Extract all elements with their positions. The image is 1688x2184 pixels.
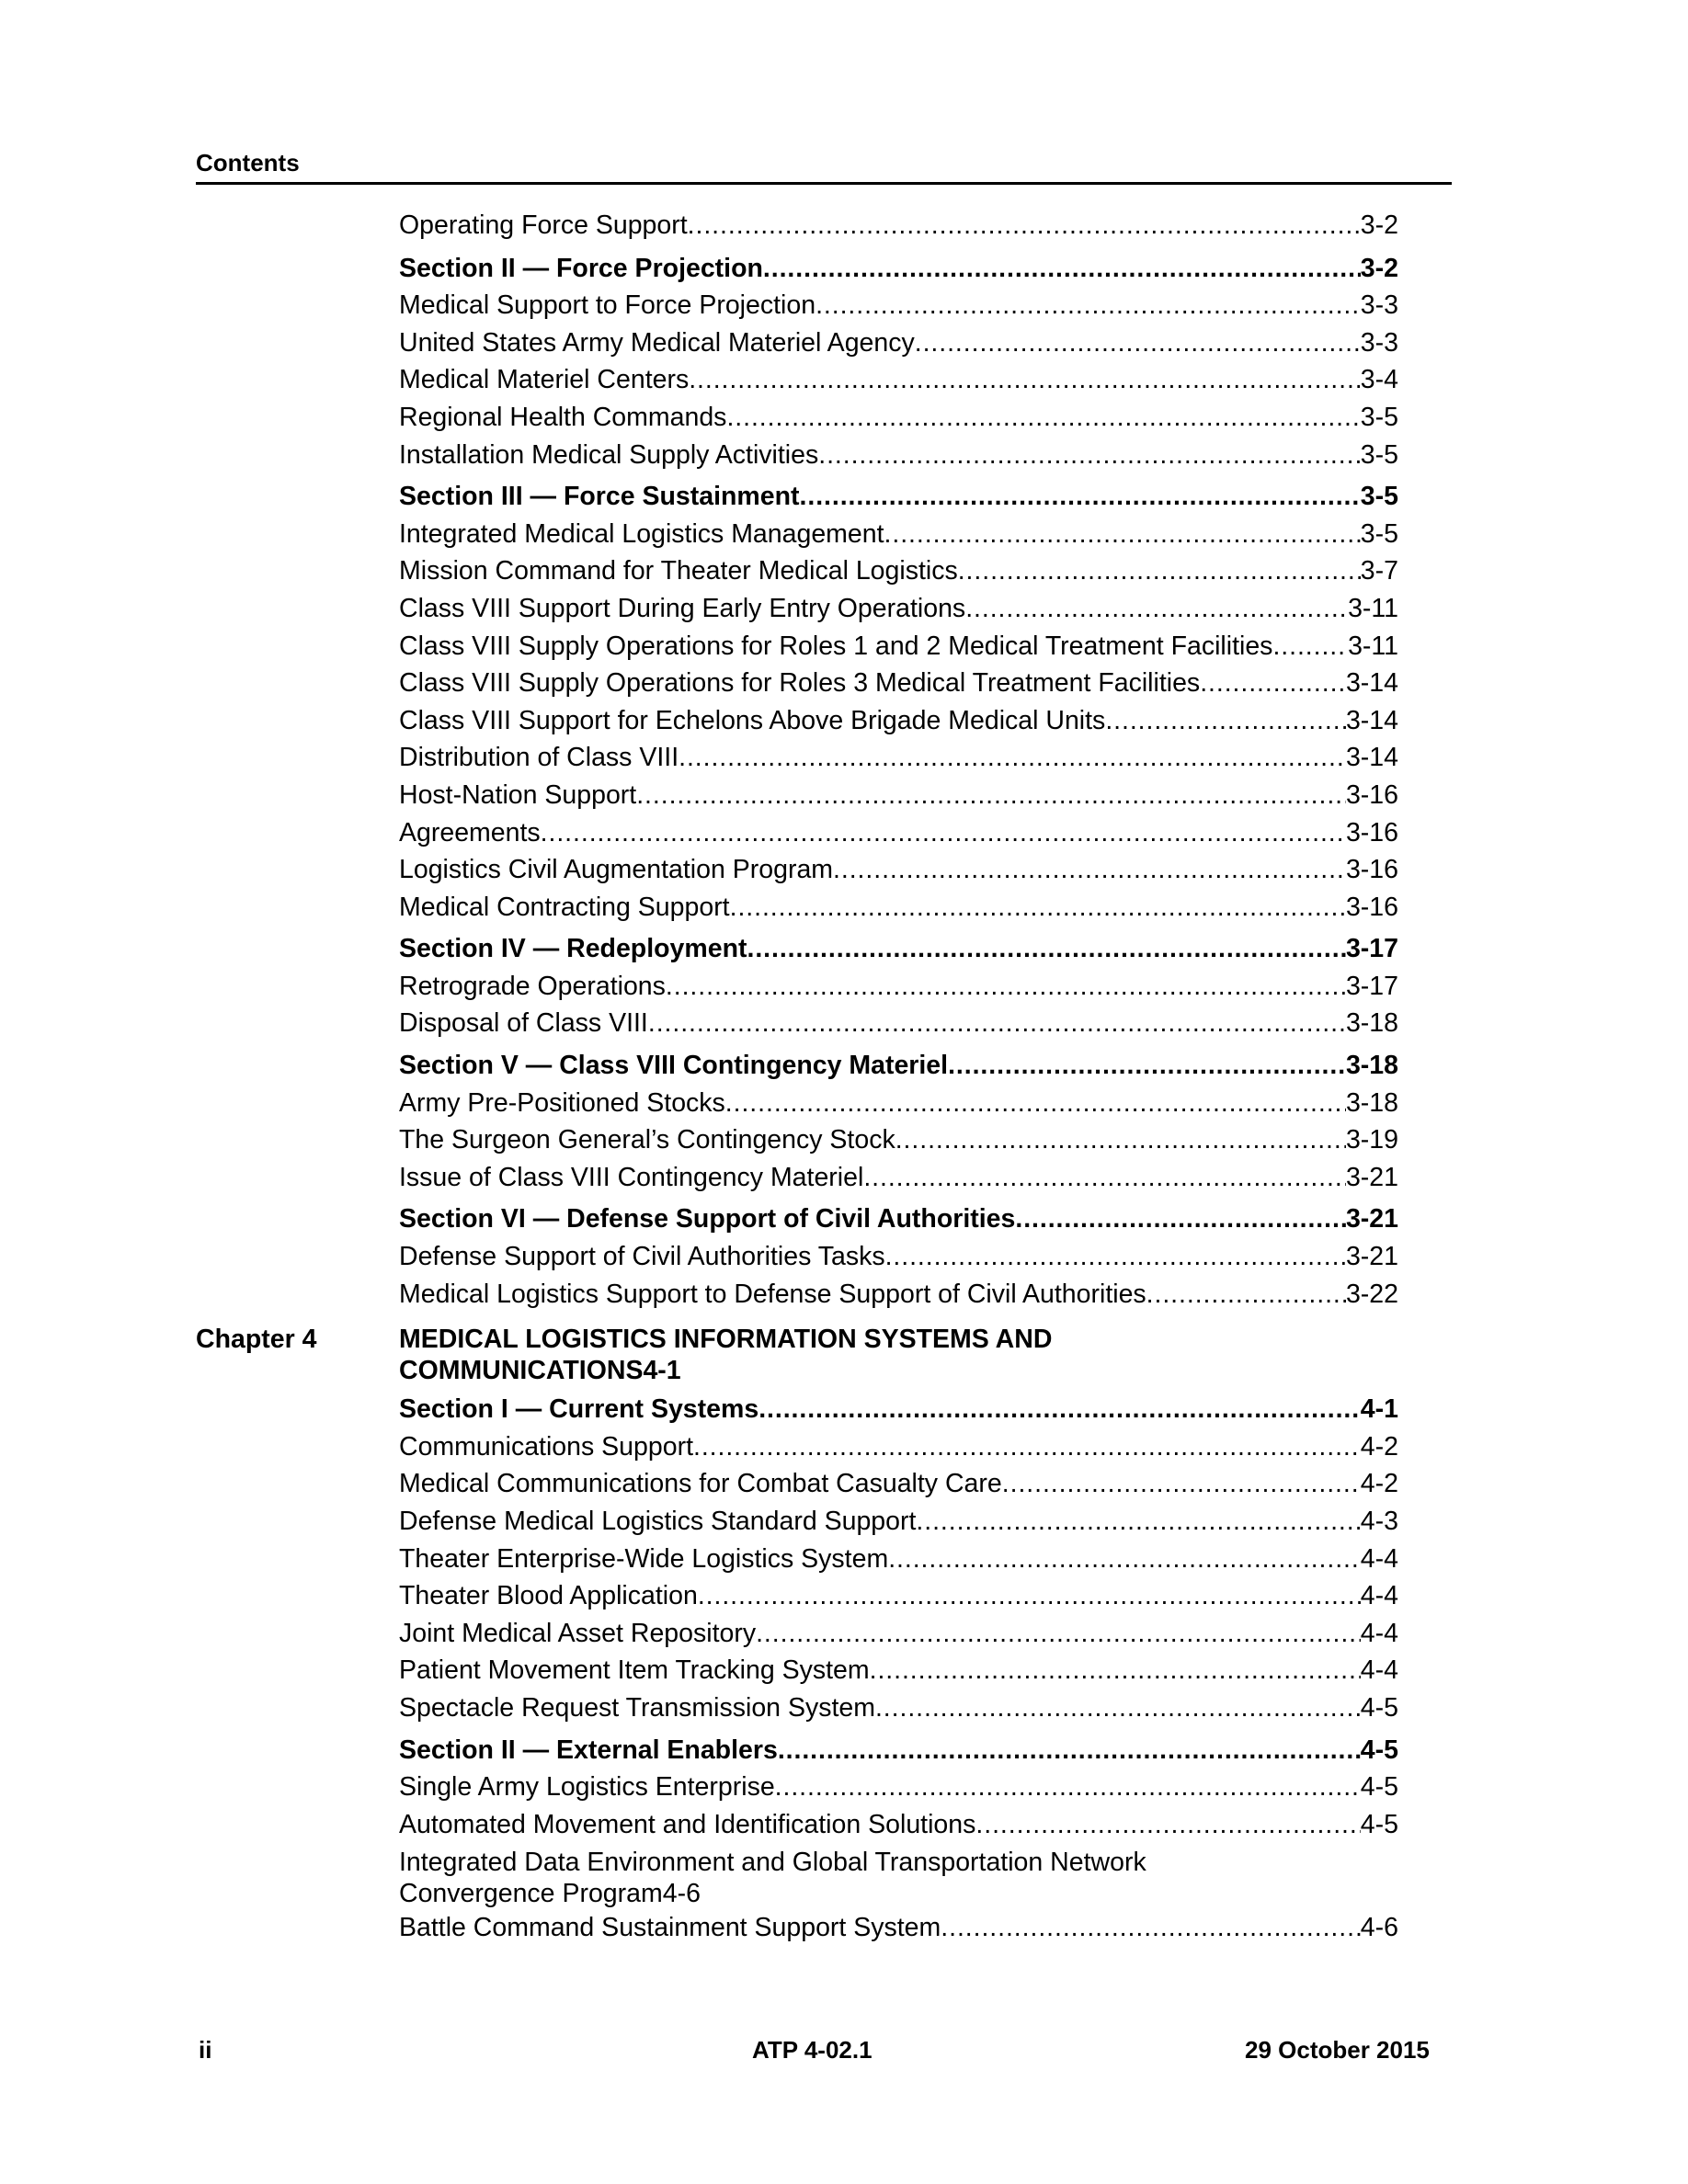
toc-entry-label: Communications Support: [399, 1431, 693, 1462]
dot-leader: [885, 1238, 1346, 1275]
toc-entry-page: 4-1: [643, 1356, 681, 1386]
toc-entry-page: 3-7: [1360, 556, 1398, 586]
footer-publication: ATP 4-02.1: [752, 2036, 873, 2064]
toc-entry-label: Section II — External Enablers: [399, 1735, 778, 1765]
dot-leader: [884, 516, 1361, 552]
dot-leader: [648, 1005, 1346, 1041]
dot-leader: [1272, 628, 1348, 665]
dot-leader: [800, 478, 1361, 515]
toc-entry[interactable]: [399, 1159, 1398, 1197]
toc-entry[interactable]: [399, 968, 1398, 1006]
toc-entry[interactable]: [399, 1615, 1398, 1653]
chapter-label: Chapter 4: [196, 1325, 317, 1355]
toc-entry[interactable]: [399, 590, 1398, 628]
toc-entry-label: Single Army Logistics Enterprise: [399, 1772, 775, 1803]
toc-entry-multiline[interactable]: [399, 1847, 1398, 1909]
toc-entry-page: 3-5: [1360, 482, 1398, 512]
toc-entry-page: 3-5: [1360, 439, 1398, 470]
toc-entry-page: 3-16: [1345, 855, 1398, 885]
dot-leader: [726, 399, 1360, 436]
toc-entry-label: COMMUNICATIONS: [399, 1356, 644, 1386]
dot-leader: [763, 250, 1361, 287]
toc-entry-page: 4-5: [1360, 1692, 1398, 1723]
toc-entry-page: 4-4: [1360, 1618, 1398, 1648]
toc-entry[interactable]: [399, 207, 1398, 245]
toc-chapter-entry[interactable]: [196, 1324, 1398, 1386]
toc-entry-label: Joint Medical Asset Repository: [399, 1618, 757, 1648]
toc-section-entry[interactable]: [399, 1391, 1398, 1428]
toc-entry-title-line: Integrated Data Environment and Global Transportation Network: [399, 1848, 1146, 1878]
toc-entry-page: 4-5: [1360, 1772, 1398, 1803]
toc-entry[interactable]: [399, 777, 1398, 814]
dot-leader: [636, 777, 1346, 813]
toc-entry-page: 3-22: [1345, 1279, 1398, 1309]
toc-entry-page: 3-17: [1345, 971, 1398, 1001]
toc-entry[interactable]: [399, 702, 1398, 740]
toc-entry-label: Operating Force Support: [399, 210, 688, 240]
toc-entry[interactable]: [399, 739, 1398, 777]
dot-leader: [778, 1732, 1361, 1769]
toc-entry[interactable]: [399, 1276, 1398, 1314]
toc-section-entry[interactable]: [399, 930, 1398, 968]
toc-entry-page: 3-3: [1360, 327, 1398, 358]
toc-entry-label: Section VI — Defense Support of Civil Authorities: [399, 1204, 1016, 1234]
dot-leader: [775, 1769, 1361, 1805]
dot-leader: [689, 361, 1361, 398]
toc-entry[interactable]: [399, 1121, 1398, 1159]
toc-entry[interactable]: [399, 1541, 1398, 1578]
toc-entry-label: Distribution of Class VIII: [399, 743, 679, 773]
dot-leader: [1200, 665, 1346, 701]
toc-entry-label: Medical Support to Force Projection: [399, 290, 816, 321]
dot-leader: [948, 1047, 1346, 1084]
toc-entry-page: 3-18: [1345, 1008, 1398, 1039]
dot-leader: [1015, 1200, 1346, 1237]
dot-leader: [688, 207, 1361, 244]
toc-entry-label: Agreements: [399, 817, 541, 847]
toc-entry-label: Section IV — Redeployment: [399, 934, 747, 964]
toc-entry-page: 3-18: [1345, 1051, 1398, 1081]
toc-entry[interactable]: [399, 399, 1398, 437]
dot-leader: [888, 1541, 1361, 1577]
toc-section-entry[interactable]: [399, 1047, 1398, 1085]
toc-entry-page: 3-21: [1345, 1162, 1398, 1192]
dot-leader: [756, 1615, 1361, 1652]
toc-section-entry[interactable]: [399, 1200, 1398, 1238]
toc-entry-page: 3-14: [1345, 705, 1398, 735]
toc-entry-label: Class VIII Support for Echelons Above Brigade Medical Units: [399, 705, 1106, 735]
toc-entry-label: Section II — Force Projection: [399, 253, 763, 283]
dot-leader: [875, 1689, 1361, 1726]
toc-entry-label: Class VIII Supply Operations for Roles 1 and 2 Medical Treatment Facilities: [399, 631, 1273, 661]
toc-entry-page: 3-21: [1345, 1204, 1398, 1234]
dot-leader: [833, 851, 1346, 888]
toc-entry-page: 4-4: [1360, 1543, 1398, 1574]
toc-entry[interactable]: [399, 1652, 1398, 1689]
toc-entry-page: 3-16: [1345, 892, 1398, 922]
toc-entry-page: 3-3: [1360, 290, 1398, 321]
toc-section-entry[interactable]: [399, 478, 1398, 516]
toc-entry[interactable]: [399, 287, 1398, 324]
dot-leader: [870, 1652, 1361, 1689]
toc-entry-page: 3-11: [1348, 631, 1398, 661]
toc-entry-page: 3-5: [1360, 518, 1398, 549]
dot-leader: [815, 287, 1361, 324]
dot-leader: [941, 1909, 1361, 1946]
toc-entry-page: 3-16: [1345, 817, 1398, 847]
toc-entry[interactable]: [399, 516, 1398, 553]
dot-leader: [1105, 702, 1346, 739]
toc-entry-label: Section V — Class VIII Contingency Materiel: [399, 1051, 949, 1081]
toc-entry[interactable]: [399, 851, 1398, 889]
toc-entry-page: 3-17: [1345, 934, 1398, 964]
toc-section-entry[interactable]: [399, 250, 1398, 288]
toc-entry-label: Medical Contracting Support: [399, 892, 730, 922]
toc-entry-page: 3-11: [1348, 593, 1398, 623]
toc-entry-page: 3-2: [1360, 210, 1398, 240]
toc-entry-label: Medical Logistics Support to Defense Support of Civil Authorities: [399, 1279, 1146, 1309]
dot-leader: [666, 968, 1346, 1005]
toc-entry[interactable]: [399, 1005, 1398, 1042]
dot-leader: [693, 1428, 1361, 1465]
toc-entry[interactable]: [399, 814, 1398, 852]
dot-leader: [1146, 1276, 1346, 1313]
toc-entry-label: Integrated Medical Logistics Management: [399, 518, 884, 549]
toc-entry-page: 3-4: [1360, 365, 1398, 395]
toc-entry[interactable]: [399, 1909, 1398, 1947]
toc-entry-label: Logistics Civil Augmentation Program: [399, 855, 834, 885]
toc-entry[interactable]: [399, 1806, 1398, 1844]
toc-entry-label: United States Army Medical Materiel Agency: [399, 327, 915, 358]
toc-entry-label: Mission Command for Theater Medical Logistics: [399, 556, 958, 586]
toc-entry-label: Issue of Class VIII Contingency Materiel: [399, 1162, 864, 1192]
table-of-contents: [0, 207, 1688, 1947]
toc-entry-label: Installation Medical Supply Activities: [399, 439, 819, 470]
toc-entry[interactable]: [399, 1238, 1398, 1276]
dot-leader: [1002, 1465, 1361, 1502]
toc-entry[interactable]: [399, 1465, 1398, 1503]
toc-entry-label: Medical Communications for Combat Casualty Care: [399, 1469, 1002, 1499]
dot-leader: [679, 739, 1346, 776]
dot-leader: [758, 1391, 1361, 1428]
toc-entry-page: 4-6: [1360, 1913, 1398, 1943]
toc-entry[interactable]: [399, 665, 1398, 702]
toc-entry-label: Defense Medical Logistics Standard Support: [399, 1507, 917, 1536]
dot-leader: [915, 324, 1361, 361]
footer-date: 29 October 2015: [1245, 2036, 1430, 2064]
toc-entry-page: 3-14: [1345, 668, 1398, 699]
dot-leader: [698, 1577, 1361, 1614]
toc-entry-label: Class VIII Supply Operations for Roles 3 Medical Treatment Facilities: [399, 668, 1201, 699]
toc-entry-page: 3-19: [1345, 1125, 1398, 1155]
toc-entry-page: 4-1: [1360, 1394, 1398, 1425]
page-header: [196, 147, 1452, 185]
toc-entry-label: Spectacle Request Transmission System: [399, 1692, 875, 1723]
toc-entry-label: Section I — Current Systems: [399, 1394, 759, 1425]
toc-entry-label: The Surgeon General’s Contingency Stock: [399, 1125, 895, 1155]
dot-leader: [916, 1503, 1360, 1540]
toc-entry-label: Theater Enterprise-Wide Logistics System: [399, 1543, 889, 1574]
toc-entry-label: Battle Command Sustainment Support System: [399, 1913, 941, 1943]
dot-leader: [965, 590, 1348, 627]
toc-entry-label: Class VIII Support During Early Entry Operations: [399, 593, 966, 623]
toc-entry-label: Automated Movement and Identification Solutions: [399, 1809, 976, 1839]
toc-entry-label: Host-Nation Support: [399, 779, 637, 810]
toc-entry-page: 4-4: [1360, 1655, 1398, 1686]
dot-leader: [958, 552, 1361, 589]
toc-entry-label: Disposal of Class VIII: [399, 1008, 648, 1039]
dot-leader: [730, 889, 1346, 926]
footer-page-number: ii: [199, 2036, 212, 2064]
toc-entry-page: 4-5: [1360, 1809, 1398, 1839]
toc-entry[interactable]: [399, 1769, 1398, 1806]
toc-entry[interactable]: [399, 889, 1398, 927]
toc-entry-label: Retrograde Operations: [399, 971, 666, 1001]
toc-entry[interactable]: [399, 1085, 1398, 1122]
toc-entry-label: Section III — Force Sustainment: [399, 482, 800, 512]
toc-entry[interactable]: [399, 324, 1398, 362]
toc-entry-page: 3-16: [1345, 779, 1398, 810]
dot-leader: [863, 1159, 1346, 1196]
toc-entry-page: 4-6: [662, 1879, 701, 1909]
toc-entry-page: 3-18: [1345, 1087, 1398, 1118]
toc-entry[interactable]: [399, 437, 1398, 474]
toc-entry-page: 4-2: [1360, 1431, 1398, 1462]
toc-entry-label: Patient Movement Item Tracking System: [399, 1655, 870, 1686]
header-title: Contents: [196, 149, 300, 176]
toc-entry-page: 4-4: [1360, 1581, 1398, 1611]
toc-entry-page: 3-5: [1360, 402, 1398, 432]
toc-entry-label: Defense Support of Civil Authorities Tasks: [399, 1242, 885, 1272]
toc-entry-label: Theater Blood Application: [399, 1581, 698, 1611]
dot-leader: [725, 1085, 1346, 1121]
toc-entry-page: 4-5: [1360, 1735, 1398, 1765]
toc-entry[interactable]: [399, 1503, 1398, 1541]
toc-entry-page: 4-3: [1360, 1507, 1398, 1536]
toc-entry-page: 4-2: [1360, 1469, 1398, 1499]
toc-entry-label: Regional Health Commands: [399, 402, 727, 432]
toc-entry[interactable]: [399, 361, 1398, 399]
toc-entry-page: 3-21: [1345, 1242, 1398, 1272]
dot-leader: [895, 1121, 1346, 1158]
toc-entry[interactable]: [399, 1428, 1398, 1466]
dot-leader: [747, 930, 1346, 967]
toc-entry[interactable]: [399, 552, 1398, 590]
toc-entry-title-line: MEDICAL LOGISTICS INFORMATION SYSTEMS AND: [399, 1325, 1053, 1355]
dot-leader: [975, 1806, 1360, 1843]
toc-entry-page: 3-14: [1345, 743, 1398, 773]
toc-entry-page: 3-2: [1360, 253, 1398, 283]
toc-entry[interactable]: [399, 1577, 1398, 1615]
toc-section-entry[interactable]: [399, 1732, 1398, 1769]
toc-entry-label: Medical Materiel Centers: [399, 365, 690, 395]
toc-entry[interactable]: [399, 1689, 1398, 1727]
dot-leader: [541, 814, 1346, 851]
dot-leader: [818, 437, 1361, 473]
toc-entry[interactable]: [399, 628, 1398, 665]
toc-entry-label: Convergence Program: [399, 1879, 663, 1909]
toc-entry-label: Army Pre-Positioned Stocks: [399, 1087, 725, 1118]
